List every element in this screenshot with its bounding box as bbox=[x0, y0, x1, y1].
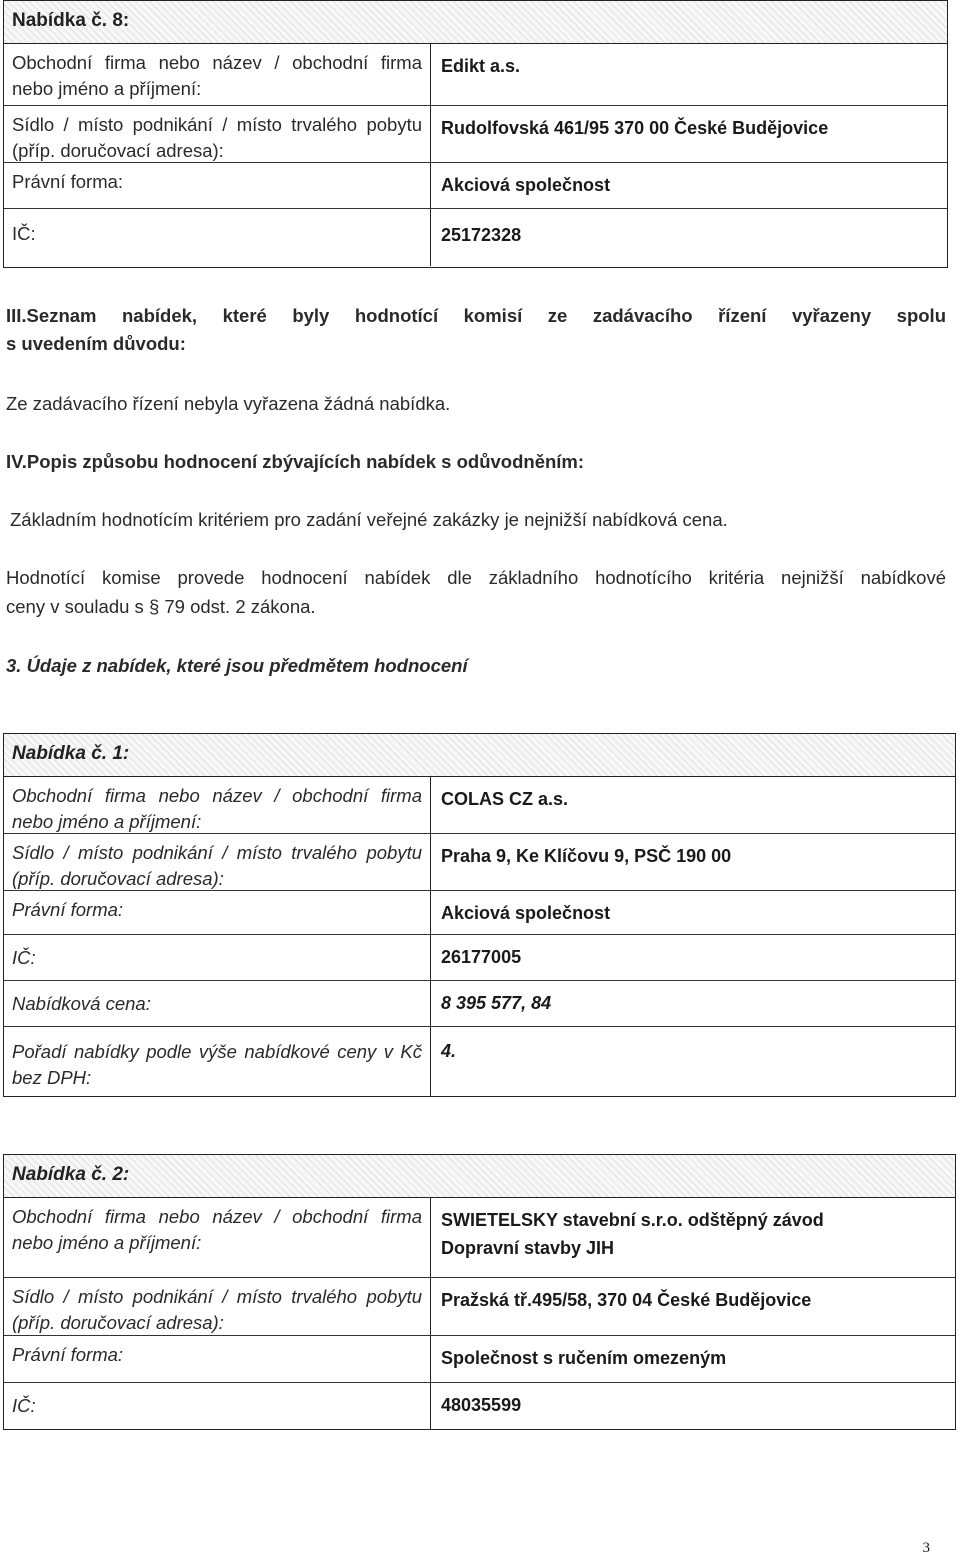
seat-value: Pražská tř.495/58, 370 04 České Budějovice bbox=[430, 1278, 955, 1335]
firm-label: Obchodní firma nebo název / obchodní firma nebo jméno a příjmení: bbox=[12, 1206, 422, 1253]
offer-1-heading: Nabídka č. 1: bbox=[12, 743, 130, 764]
offer-8-ic-row bbox=[4, 209, 947, 266]
legal-form-label: Právní forma: bbox=[12, 1344, 124, 1365]
section-4-heading: IV.Popis způsobu hodnocení zbývajících nabídek s odůvodněním: bbox=[6, 451, 585, 472]
legal-form-value: Akciová společnost bbox=[430, 163, 947, 208]
ic-label: IČ: bbox=[12, 223, 36, 244]
seat-value: Rudolfovská 461/95 370 00 České Budějovice bbox=[430, 106, 947, 162]
firm-value-line1: SWIETELSKY stavební s.r.o. odštěpný závod bbox=[441, 1210, 824, 1230]
ic-value: 48035599 bbox=[430, 1383, 955, 1429]
offer-2-ic-row bbox=[4, 1383, 955, 1429]
ic-value: 25172328 bbox=[430, 209, 947, 266]
ic-value: 26177005 bbox=[430, 935, 955, 980]
firm-value bbox=[430, 1198, 955, 1277]
legal-form-label: Právní forma: bbox=[12, 899, 124, 920]
page-number: 3 bbox=[922, 1540, 930, 1556]
firm-value: Edikt a.s. bbox=[430, 44, 947, 105]
offer-1-seat-row bbox=[4, 834, 955, 891]
offer-1-table bbox=[3, 733, 956, 1097]
seat-label: Sídlo / místo podnikání / místo trvalého pobytu (příp. doručovací adresa): bbox=[12, 114, 422, 161]
offer-8-firm-row bbox=[4, 44, 947, 106]
ic-label: IČ: bbox=[12, 1395, 36, 1416]
seat-value: Praha 9, Ke Klíčovu 9, PSČ 190 00 bbox=[430, 834, 955, 890]
section-3-heading-line2: s uvedením důvodu: bbox=[6, 333, 186, 354]
section-3-text: Ze zadávacího řízení nebyla vyřazena žádná nabídka. bbox=[6, 393, 451, 414]
section-4-text2-line2: ceny v souladu s § 79 odst. 2 zákona. bbox=[6, 596, 316, 617]
section-4-text1: Základním hodnotícím kritériem pro zadání veřejné zakázky je nejnižší nabídková cena. bbox=[10, 509, 728, 530]
offer-2-heading: Nabídka č. 2: bbox=[12, 1164, 130, 1185]
offer-2-seat-row bbox=[4, 1278, 955, 1336]
offer-8-table bbox=[3, 0, 948, 268]
firm-value: COLAS CZ a.s. bbox=[430, 777, 955, 833]
seat-label: Sídlo / místo podnikání / místo trvalého pobytu (příp. doručovací adresa): bbox=[12, 1286, 422, 1333]
section-4-subheading: 3. Údaje z nabídek, které jsou předmětem hodnocení bbox=[6, 655, 468, 676]
ic-label: IČ: bbox=[12, 947, 36, 968]
rank-value: 4. bbox=[430, 1027, 955, 1097]
seat-label: Sídlo / místo podnikání / místo trvalého pobytu (příp. doručovací adresa): bbox=[12, 842, 422, 889]
legal-form-value: Akciová společnost bbox=[430, 891, 955, 934]
firm-label: Obchodní firma nebo název / obchodní firma nebo jméno a příjmení: bbox=[12, 52, 422, 99]
offer-2-form-row bbox=[4, 1336, 955, 1383]
section-3-heading-line1: III.Seznam nabídek, které byly hodnotící komisí ze zadávacího řízení vyřazeny spolu bbox=[6, 305, 946, 326]
legal-form-value: Společnost s ručením omezeným bbox=[430, 1336, 955, 1382]
firm-value-line2: Dopravní stavby JIH bbox=[441, 1238, 615, 1258]
price-label: Nabídková cena: bbox=[12, 993, 151, 1014]
price-value: 8 395 577, 84 bbox=[430, 981, 955, 1026]
offer-2-heading-bar bbox=[4, 1155, 955, 1198]
offer-1-price-row bbox=[4, 981, 955, 1027]
section-4-text2-line1: Hodnotící komise provede hodnocení nabídek dle základního hodnotícího kritéria nejnižší nabídkové bbox=[6, 567, 946, 588]
offer-1-heading-bar bbox=[4, 734, 955, 777]
offer-8-seat-row bbox=[4, 106, 947, 163]
rank-label: Pořadí nabídky podle výše nabídkové ceny v Kč bez DPH: bbox=[12, 1041, 422, 1088]
offer-8-heading-bar bbox=[4, 1, 947, 44]
offer-2-firm-row bbox=[4, 1198, 955, 1278]
offer-1-ic-row bbox=[4, 935, 955, 981]
legal-form-label: Právní forma: bbox=[12, 171, 124, 192]
offer-2-table bbox=[3, 1154, 956, 1430]
offer-8-heading: Nabídka č. 8: bbox=[12, 10, 130, 31]
offer-8-form-row bbox=[4, 163, 947, 209]
offer-1-firm-row bbox=[4, 777, 955, 834]
offer-1-form-row bbox=[4, 891, 955, 935]
offer-1-rank-row bbox=[4, 1027, 955, 1097]
firm-label: Obchodní firma nebo název / obchodní firma nebo jméno a příjmení: bbox=[12, 785, 422, 832]
